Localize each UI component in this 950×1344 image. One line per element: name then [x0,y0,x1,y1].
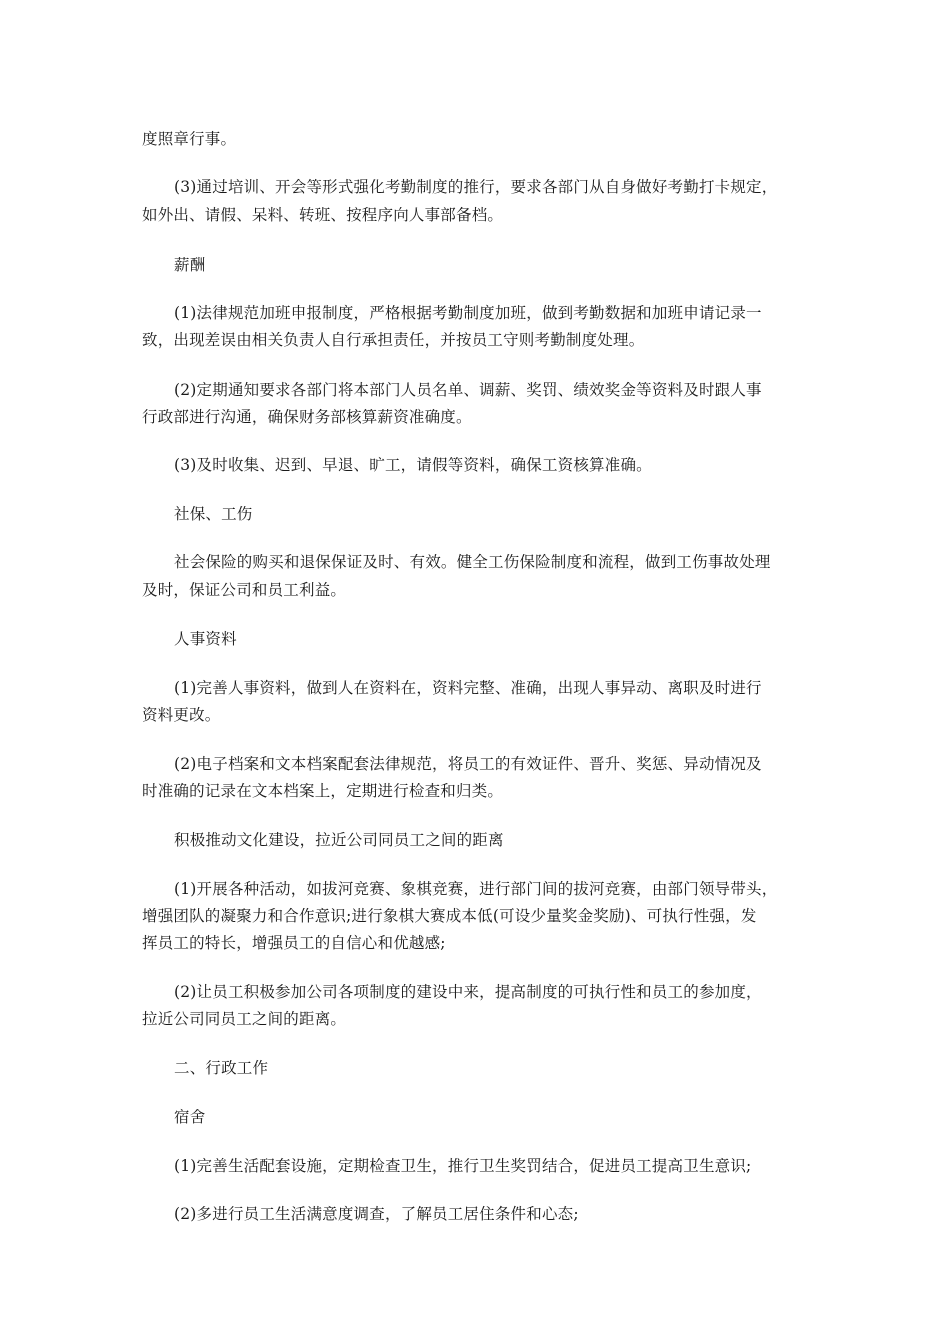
text-line: (2)定期通知要求各部门将本部门人员名单、调薪、奖罚、绩效奖金等资料及时跟人事 [174,381,762,399]
text-line: (1)法律规范加班申报制度，严格根据考勤制度加班，做到考勤数据和加班申请记录一 [174,304,762,322]
text-line: (2)电子档案和文本档案配套法律规范，将员工的有效证件、晋升、奖惩、异动情况及 [174,755,762,773]
text-line: (1)完善人事资料，做到人在资料在，资料完整、准确，出现人事异动、离职及时进行 [174,679,762,697]
section-heading: 社保、工伤 [174,505,253,523]
text-line: 如外出、请假、呆料、转班、按程序向人事部备档。 [142,206,504,224]
text-line: 拉近公司同员工之间的距离。 [142,1010,347,1028]
text-line: (3)及时收集、迟到、早退、旷工，请假等资料，确保工资核算准确。 [174,456,652,474]
text-line: 时准确的记录在文本档案上，定期进行检查和归类。 [142,782,504,800]
section-heading: 人事资料 [174,630,237,648]
text-line: (2)让员工积极参加公司各项制度的建设中来，提高制度的可执行性和员工的参加度， [174,983,762,1001]
text-line: 致，出现差误由相关负责人自行承担责任，并按员工守则考勤制度处理。 [142,331,645,349]
section-heading: 积极推动文化建设，拉近公司同员工之间的距离 [174,831,504,849]
text-line: 资料更改。 [142,706,221,724]
text-line: 增强团队的凝聚力和合作意识;进行象棋大赛成本低(可设少量奖金奖励)、可执行性强，发 [142,907,757,925]
text-line: 行政部进行沟通，确保财务部核算薪资准确度。 [142,408,472,426]
text-line: 挥员工的特长，增强员工的自信心和优越感; [142,934,446,952]
text-line: (2)多进行员工生活满意度调查，了解员工居住条件和心态; [174,1205,579,1223]
text-line: (1)完善生活配套设施，定期检查卫生，推行卫生奖罚结合，促进员工提高卫生意识; [174,1157,752,1175]
section-heading: 薪酬 [174,256,206,274]
section-heading: 宿舍 [174,1108,206,1126]
text-line: (1)开展各种活动，如拔河竞赛、象棋竞赛，进行部门间的拔河竞赛，由部门领导带头， [174,880,778,898]
section-heading: 二、行政工作 [174,1059,269,1077]
text-line: 度照章行事。 [142,130,237,148]
text-line: 及时，保证公司和员工利益。 [142,581,347,599]
text-line: (3)通过培训、开会等形式强化考勤制度的推行，要求各部门从自身做好考勤打卡规定， [174,178,778,196]
text-line: 社会保险的购买和退保保证及时、有效。健全工伤保险制度和流程，做到工伤事故处理 [174,553,771,571]
